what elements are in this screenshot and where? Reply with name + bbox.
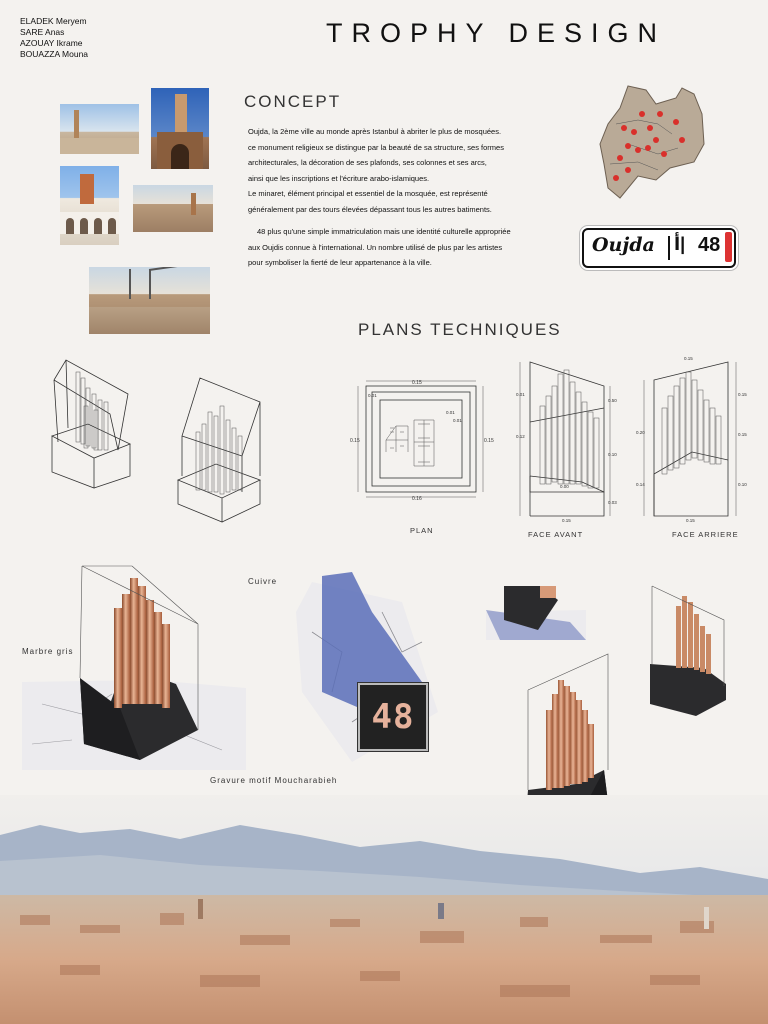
license-plate bbox=[582, 228, 736, 268]
concept-heading: CONCEPT bbox=[244, 92, 342, 111]
concept-paragraph bbox=[248, 124, 504, 217]
concept-paragraph-48 bbox=[248, 224, 511, 271]
concept-line: architecturales, la décoration de ses plafonds, ses colonnes et ses arcs, bbox=[248, 158, 487, 167]
photo-minaret-city bbox=[60, 104, 139, 154]
horizon-illustration bbox=[0, 795, 768, 1024]
authors-list bbox=[20, 16, 88, 60]
photo-city-panorama bbox=[89, 267, 210, 334]
dim-label: 0.01 bbox=[516, 392, 525, 397]
concept-line: pour symboliser la fierté de leur appartenance à la ville. bbox=[248, 258, 432, 267]
caption-front: FACE AVANT bbox=[528, 530, 584, 539]
concept-line: 48 plus qu'une simple immatriculation mais une identité culturelle appropriée bbox=[257, 227, 511, 236]
number-48-plaque bbox=[358, 683, 428, 751]
author-name: SARE Anas bbox=[20, 27, 65, 37]
photo-mosque-courtyard bbox=[60, 166, 119, 245]
dim-label: 0.03 bbox=[608, 500, 617, 505]
plate-city: Oujda bbox=[592, 234, 655, 256]
dim-label: 0.01 bbox=[368, 393, 377, 398]
dim-label: 0.01 bbox=[453, 418, 462, 423]
plans-heading: PLANS TECHNIQUES bbox=[358, 320, 562, 339]
technical-front-elevation bbox=[512, 356, 617, 524]
dim-label: 0.15 bbox=[350, 438, 360, 444]
caption-back: FACE ARRIERE bbox=[672, 530, 739, 539]
wireframe-trophy-1 bbox=[48, 358, 134, 490]
wireframe-trophy-2 bbox=[176, 376, 264, 524]
plate-number: 48 bbox=[698, 234, 721, 256]
dim-label: 0.10 bbox=[738, 482, 747, 487]
plate-red-mark bbox=[725, 232, 732, 262]
dim-label: 0.50 bbox=[608, 398, 617, 403]
dim-label: 0.15 bbox=[412, 380, 422, 386]
dim-label: 0.15 bbox=[484, 438, 494, 444]
concept-line: généralement par des tours élevées dépassant tous les autres batiments. bbox=[248, 204, 492, 214]
dim-label: 0.15 bbox=[738, 432, 747, 437]
concept-line: Oujda, la 2ème ville au monde après Istanbul à abriter le plus de mosquées. bbox=[248, 127, 502, 136]
plate-arabic: أ| bbox=[674, 234, 686, 254]
caption-plan: PLAN bbox=[410, 526, 434, 535]
dim-label: 0.12 bbox=[516, 434, 525, 439]
dim-label: 0.10 bbox=[608, 452, 617, 457]
photo-minaret-gate bbox=[151, 88, 209, 169]
concept-line: Le minaret, élément principal et essentiel de la mosquée, est représenté bbox=[248, 189, 488, 198]
plate-divider bbox=[668, 236, 670, 260]
technical-back-elevation bbox=[636, 356, 746, 524]
dim-label: 0.14 bbox=[636, 482, 645, 487]
page-title: TROPHY DESIGN bbox=[326, 18, 667, 48]
dim-label: 0.16 bbox=[412, 496, 422, 502]
oujda-map bbox=[598, 84, 706, 200]
label-marble: Marbre gris bbox=[22, 647, 74, 656]
dim-label: 0.20 bbox=[636, 430, 645, 435]
dim-label: 0.15 bbox=[738, 392, 747, 397]
author-name: BOUAZZA Mouna bbox=[20, 49, 89, 59]
dim-label: 0.15 bbox=[684, 356, 693, 361]
label-copper: Cuivre bbox=[248, 577, 278, 586]
technical-plan-view bbox=[350, 378, 494, 502]
photo-city-minaret bbox=[133, 185, 213, 232]
render-base-detail bbox=[486, 586, 588, 640]
render-trophy-main bbox=[22, 564, 248, 770]
concept-line: ce monument religieux se distingue par la beauté de sa structure, ses formes bbox=[248, 142, 504, 152]
concept-line: aux Oujdis connue à l'international. Un nombre utilisé de plus par les artistes bbox=[248, 242, 503, 252]
city-horizon-backdrop bbox=[0, 795, 768, 1024]
dim-label: 0.00 bbox=[560, 484, 569, 489]
author-name: AZOUAY Ikrame bbox=[20, 38, 83, 48]
dim-label: 0.01 bbox=[446, 410, 455, 415]
author-name: ELADEK Meryem bbox=[20, 16, 87, 26]
concept-line: ainsi que les inscriptions et l'écriture arabo-islamiques. bbox=[248, 173, 430, 183]
label-engraving: Gravure motif Moucharabieh bbox=[210, 776, 338, 785]
dim-label: 0.15 bbox=[562, 518, 571, 523]
dim-label: 0.15 bbox=[686, 518, 695, 523]
plaque-number: 48 bbox=[371, 697, 415, 737]
